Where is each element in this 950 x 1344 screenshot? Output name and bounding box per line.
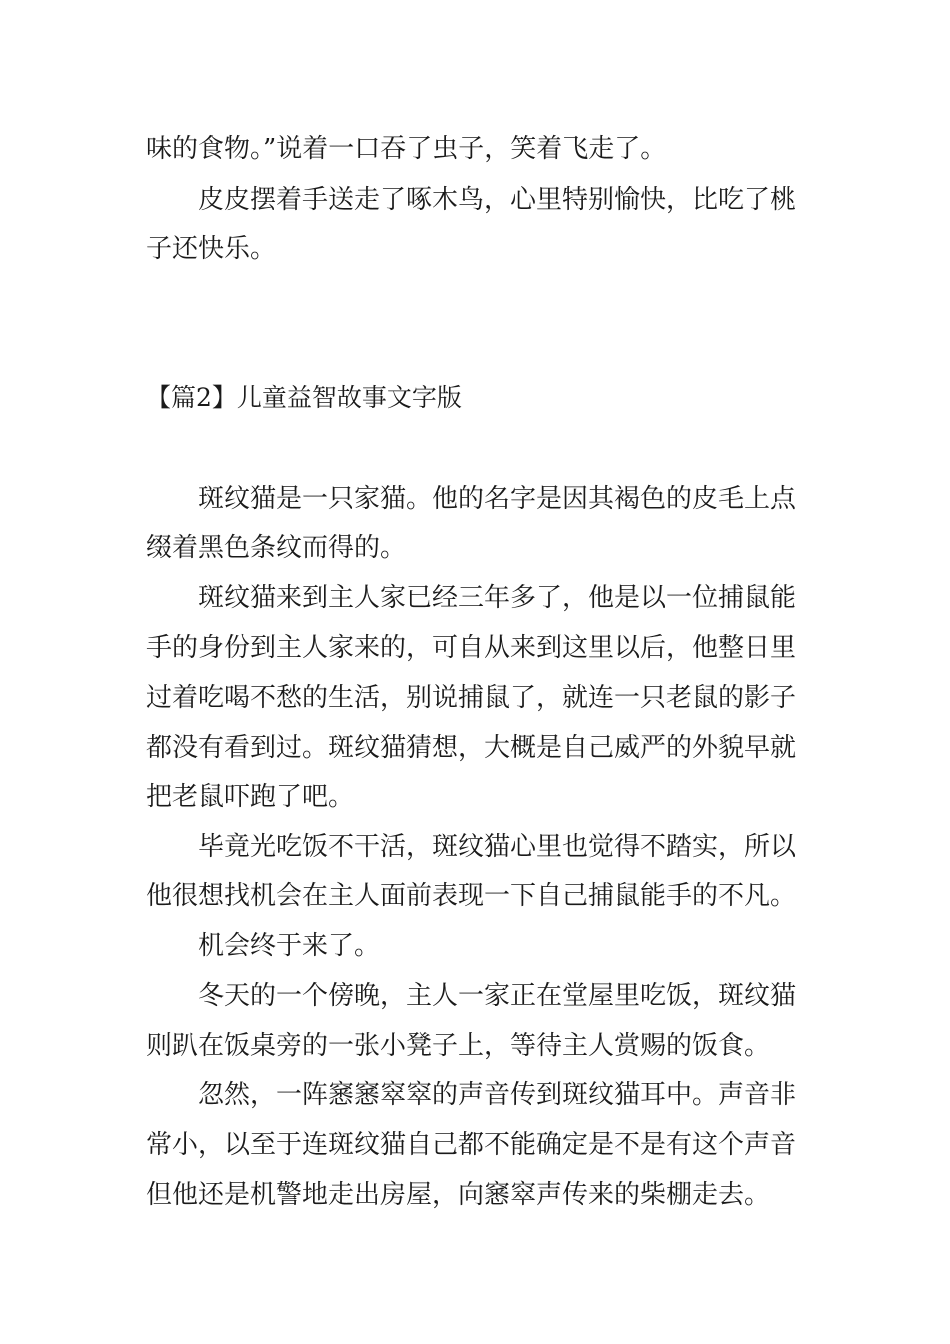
- text-line: 都没有看到过。斑纹猫猜想，大概是自己威严的外貌早就: [146, 733, 797, 763]
- section-heading: 【篇2】儿童益智故事文字版: [146, 383, 462, 412]
- paragraph-start: 皮皮摆着手送走了啄木鸟，心里特别愉快，比吃了桃: [198, 185, 797, 215]
- text-line: 缀着黑色条纹而得的。: [146, 533, 407, 563]
- paragraph-start: 毕竟光吃饭不干活，斑纹猫心里也觉得不踏实，所以: [198, 832, 797, 862]
- text-line: 常小，以至于连斑纹猫自己都不能确定是不是有这个声音: [146, 1130, 797, 1160]
- text-line: 过着吃喝不愁的生活，别说捕鼠了，就连一只老鼠的影子: [146, 683, 797, 713]
- paragraph-start: 斑纹猫来到主人家已经三年多了，他是以一位捕鼠能: [198, 583, 797, 613]
- text-line: 手的身份到主人家来的，可自从来到这里以后，他整日里: [146, 633, 797, 663]
- text-line: 子还快乐。: [146, 234, 277, 264]
- paragraph-start: 斑纹猫是一只家猫。他的名字是因其褐色的皮毛上点: [198, 484, 797, 514]
- text-line: 味的食物。”说着一口吞了虫子，笑着飞走了。: [146, 134, 667, 164]
- text-line: 他很想找机会在主人面前表现一下自己捕鼠能手的不凡。: [146, 881, 797, 911]
- paragraph-start: 机会终于来了。: [198, 931, 381, 961]
- text-line: 把老鼠吓跑了吧。: [146, 782, 355, 812]
- paragraph-start: 冬天的一个傍晚，主人一家正在堂屋里吃饭，斑纹猫: [198, 981, 797, 1011]
- text-line: 但他还是机警地走出房屋，向窸窣声传来的柴棚走去。: [146, 1180, 771, 1210]
- text-line: 则趴在饭桌旁的一张小凳子上，等待主人赏赐的饭食。: [146, 1031, 771, 1061]
- paragraph-start: 忽然，一阵窸窸窣窣的声音传到斑纹猫耳中。声音非: [198, 1080, 797, 1110]
